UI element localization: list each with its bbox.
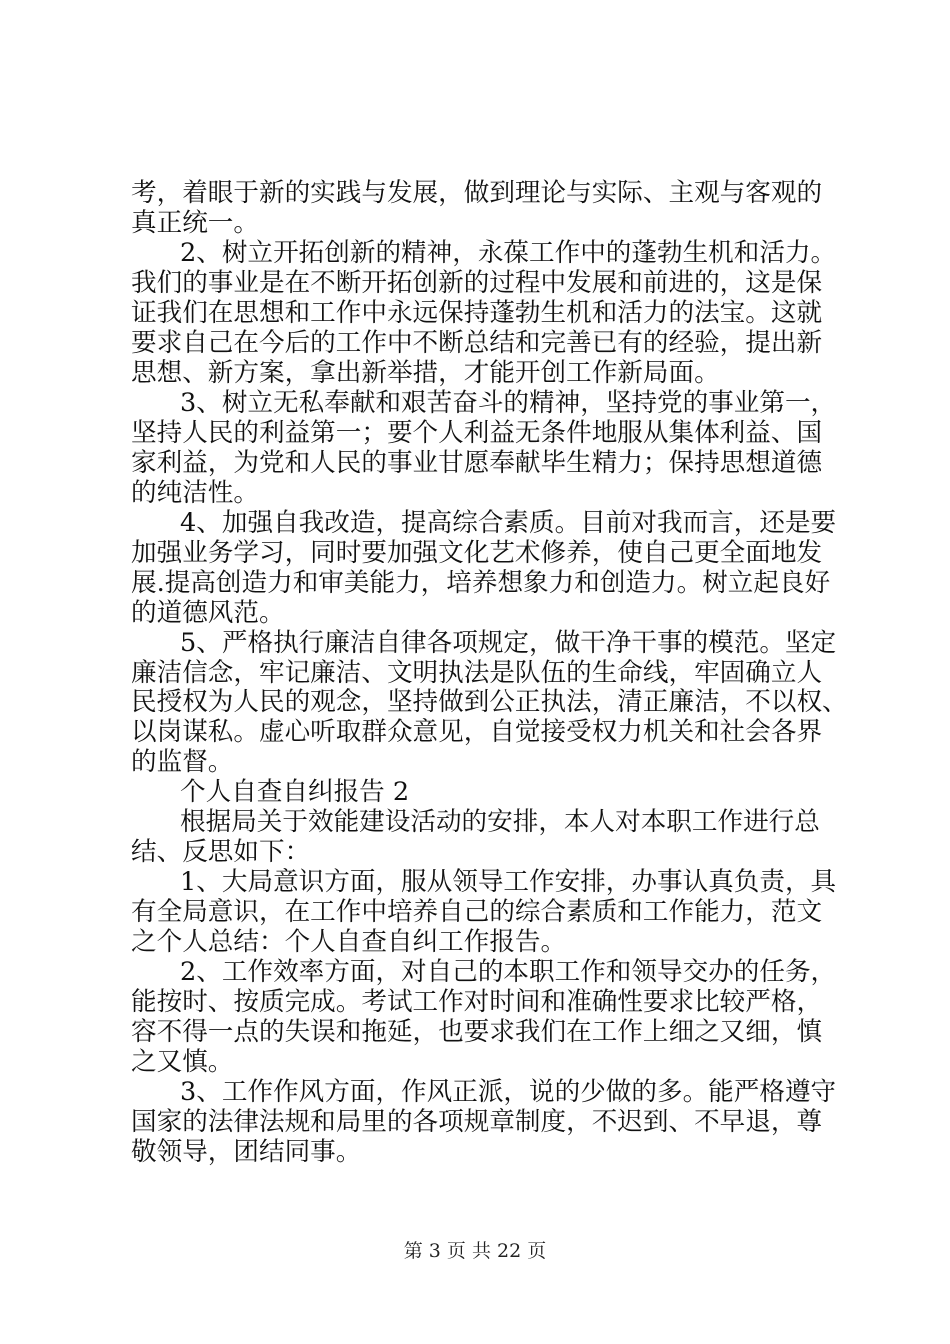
text-line: 敬领导，团结同事。 [131,1137,362,1167]
text-line: 2、工作效率方面，对自己的本职工作和领导交办的任务， [180,957,837,988]
text-line: 以岗谋私。虚心听取群众意见，自觉接受权力机关和社会各界 [131,717,823,748]
text-line: 家利益，为党和人民的事业甘愿奉献毕生精力；保持思想道德 [131,447,823,478]
text-line: 展.提高创造力和审美能力，培养想象力和创造力。树立起良好 [131,567,831,598]
text-line: 思想、新方案，拿出新举措，才能开创工作新局面。 [131,357,720,388]
text-line: 2、树立开拓创新的精神，永葆工作中的蓬勃生机和活力。 [180,237,837,268]
text-line: 加强业务学习，同时要加强文化艺术修养，使自己更全面地发 [131,537,823,568]
text-line: 要求自己在今后的工作中不断总结和完善已有的经验，提出新 [131,327,823,358]
text-line: 我们的事业是在不断开拓创新的过程中发展和前进的，这是保 [131,267,823,298]
text-line: 之又慎。 [131,1047,234,1078]
text-line: 证我们在思想和工作中永远保持蓬勃生机和活力的法宝。这就 [131,297,823,328]
text-line: 真正统一。 [131,207,259,238]
text-line: 有全局意识，在工作中培养自己的综合素质和工作能力，范文 [131,897,823,928]
section-heading: 个人自查自纠报告 2 [180,777,410,808]
page-number-footer: 第 3 页 共 22 页 [403,1240,547,1262]
text-line: 的监督。 [131,747,234,778]
text-line: 1、大局意识方面，服从领导工作安排，办事认真负责，具 [180,867,837,898]
text-line: 4、加强自我改造，提高综合素质。目前对我而言，还是要 [180,507,837,538]
text-line: 考，着眼于新的实践与发展，做到理论与实际、主观与客观的 [131,178,823,208]
text-line: 民授权为人民的观念，坚持做到公正执法，清正廉洁，不以权、 [131,687,848,718]
text-line: 的道德风范。 [131,597,285,628]
text-line: 能按时、按质完成。考试工作对时间和准确性要求比较严格， [131,987,823,1018]
text-line: 的纯洁性。 [131,477,259,508]
text-line: 廉洁信念，牢记廉洁、文明执法是队伍的生命线，牢固确立人 [131,657,823,688]
text-line: 之个人总结：个人自查自纠工作报告。 [131,927,567,958]
text-line: 5、严格执行廉洁自律各项规定，做干净干事的模范。坚定 [180,627,837,658]
text-line: 根据局关于效能建设活动的安排，本人对本职工作进行总 [180,807,820,838]
text-line: 3、工作作风方面，作风正派，说的少做的多。能严格遵守 [180,1077,837,1108]
text-line: 坚持人民的利益第一；要个人利益无条件地服从集体利益、国 [131,417,823,448]
text-line: 3、树立无私奉献和艰苦奋斗的精神，坚持党的事业第一， [180,387,837,418]
text-line: 结、反思如下： [131,837,311,868]
text-line: 国家的法律法规和局里的各项规章制度，不迟到、不早退，尊 [131,1107,823,1138]
text-line: 容不得一点的失误和拖延，也要求我们在工作上细之又细，慎 [131,1017,823,1048]
